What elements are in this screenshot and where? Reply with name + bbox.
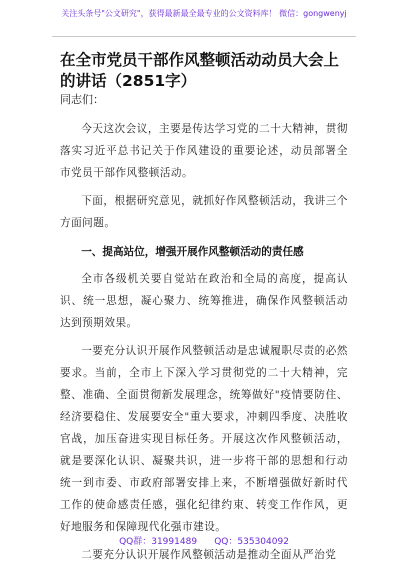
greeting: 同志们： [60,93,104,106]
document-body [60,50,348,566]
footer-qq: QQ：535304092 [214,537,289,547]
footer-contact [0,534,408,547]
paragraph-point-2: 二要充分认识开展作风整顿活动是推动全面从严治党 [81,549,337,561]
header-notice: 关注头条号"公文研究"，获得最新最全最专业的公文资料库！ 微信：gongwenyj [61,9,347,18]
paragraph-outline: 下面，根据研究意见，就抓好作风整顿活动，我讲三个方面问题。 [60,195,348,229]
document-title: 在全市党员干部作风整顿活动动员大会上的讲话（2851字） [60,51,340,90]
paragraph-intro: 今天这次会议，主要是传达学习党的二十大精神，贯彻落实习近平总书记关于作风建设的重要论述，动员部署全市党员干部作风整顿活动。 [60,123,348,179]
footer-qq-group: QQ群：31991489 [119,537,198,547]
paragraph-point-1: 一要充分认识开展作风整顿活动是忠诚履职尽责的必然要求。当前，全市上下深入学习贯彻党的二十大精神，完整、准确、全面贯彻新发展理念，统筹做好"疫情要防住、经济要稳住、发展要安全"重大要求，冲刺四季度、决胜收官战，加压奋进实现目标任务。开展这次作风整顿活动，就是要深化认识、凝聚共识，进一步将干部的思想和行动统一到市委、市政府部署安排上来，不断增强做好新时代工作的使命感责任感，强化纪律约束、转变工作作风，更好地服务和保障现代化强市建设。 [60,345,348,533]
header-divider [52,36,356,37]
section-heading-1: 一、提高站位，增强开展作风整顿活动的责任感 [81,246,304,258]
paragraph-section1-intro: 全市各级机关要自觉站在政治和全局的高度，提高认识、统一思想，凝心聚力、统筹推进，确保作风整顿活动达到预期效果。 [60,273,348,329]
